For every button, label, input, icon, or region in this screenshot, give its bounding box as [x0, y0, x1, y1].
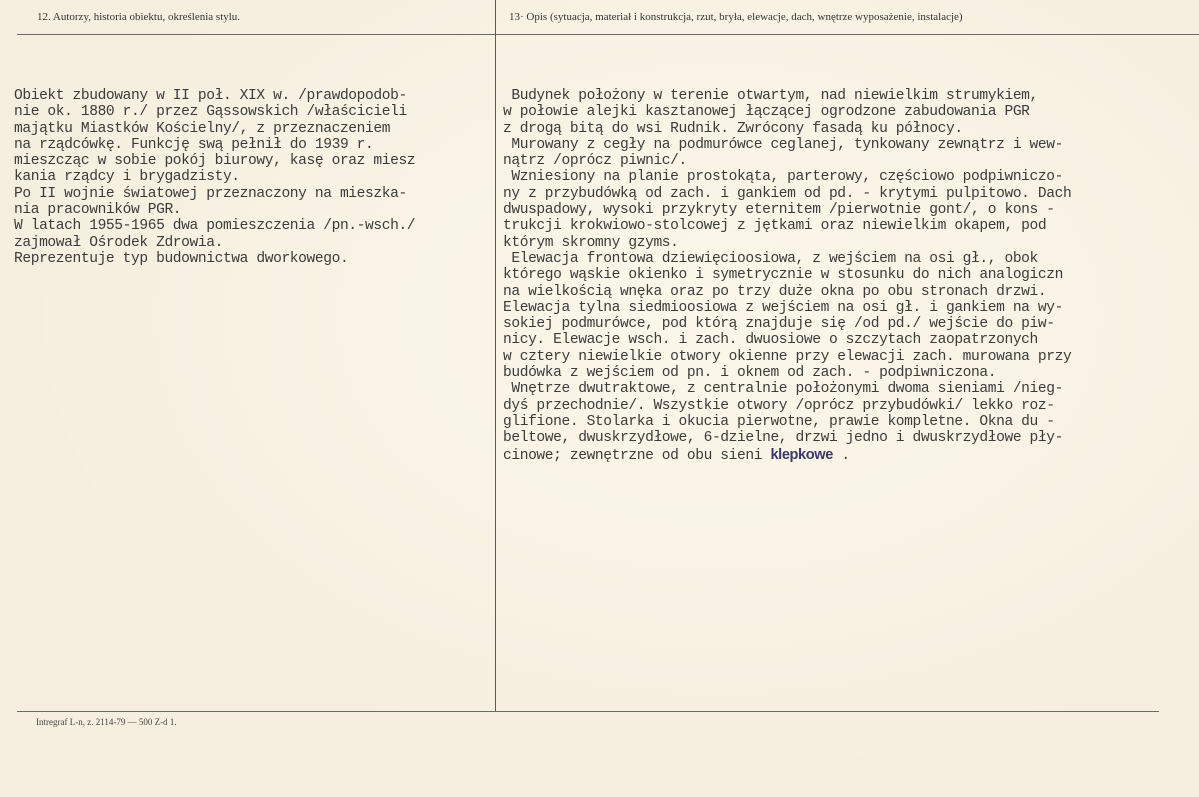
text-line: nie ok. 1880 r./ przez Gąssowskich /właścicieli: [14, 104, 407, 121]
text-line: Elewacja tylna siedmioosiowa z wejściem na osi gł. i gankiem na wy-: [503, 299, 1063, 316]
handwritten-word: klepkowe: [770, 446, 833, 463]
text-line: nątrz /oprócz piwnic/.: [503, 153, 687, 170]
text-line: nicy. Elewacje wsch. i zach. dwuosiowe o szczytach zaopatrzonych: [503, 332, 1038, 349]
text-line: Po II wojnie światowej przeznaczony na mieszka-: [14, 185, 407, 202]
header-divider: [17, 34, 1199, 35]
text-line: trukcji krokwiowo-stolcowej z jętkami oraz niewielkim okapem, pod: [503, 218, 1047, 235]
text-line: na rządcówkę. Funkcję swą pełnił do 1939 r.: [14, 136, 374, 153]
text-line: cinowe; zewnętrzne od obu sieni klepkowe .: [503, 446, 850, 464]
text-line: dwuspadowy, wysoki przykryty eternitem /pierwotnie gont/, o kons -: [503, 202, 1055, 219]
text-line: Murowany z cegły na podmurówce ceglanej, tynkowany zewnątrz i wew-: [503, 136, 1063, 153]
text-line: Obiekt zbudowany w II poł. XIX w. /prawdopodob-: [14, 88, 407, 104]
text-line: nia pracowników PGR.: [14, 202, 182, 219]
printer-imprint: Intregraf L-n, z. 2114-79 — 500 Z-d 1.: [36, 717, 177, 727]
text-line: dyś przechodnie/. Wszystkie otwory /oprócz przybudówki/ lekko roz-: [503, 397, 1055, 414]
text-line: Wnętrze dwutraktowe, z centralnie położonymi dwoma sieniami /nieg-: [503, 381, 1063, 398]
text-line: mieszcząc w sobie pokój biurowy, kasę oraz miesz: [14, 153, 416, 170]
text-line: sokiej podmurówce, pod którą znajduje się /od pd./ wejście do piw-: [503, 316, 1055, 333]
section-13-header: 13· Opis (sytuacja, materiał i konstrukcja, rzut, bryła, elewacje, dach, wnętrze wyposażenie, instalacje): [509, 11, 963, 23]
line-end: .: [832, 447, 850, 464]
text-line: Budynek położony w terenie otwartym, nad niewielkim strumykiem,: [503, 88, 1038, 104]
text-line: ny z przybudówką od zach. i gankiem od pd. - krytymi pulpitowo. Dach: [503, 185, 1072, 202]
text-line: glifione. Stolarka i okucia pierwotne, prawie kompletne. Okna du -: [503, 413, 1055, 430]
text-line: budówka z wejściem od pn. i oknem od zach. - podpiwniczona.: [503, 365, 997, 382]
section-12-header: 12. Autorzy, historia obiektu, określenia stylu.: [37, 11, 241, 23]
history-text: [14, 88, 415, 267]
text-line: Wzniesiony na planie prostokąta, parterowy, częściowo podpiwniczo-: [503, 169, 1063, 186]
text-line: kania rządcy i brygadzisty.: [14, 169, 240, 186]
text-line: w połowie alejki kasztanowej łączącej ogrodzone zabudowania PGR: [503, 104, 1030, 121]
text-line: z drogą bitą do wsi Rudnik. Zwrócony fasadą ku północy.: [503, 120, 963, 137]
text-line: którego wąskie okienko i symetrycznie w stosunku do nich analogiczn: [503, 267, 1063, 284]
text-line: Elewacja frontowa dziewięcioosiowa, z wejściem na osi gł., obok: [503, 250, 1038, 267]
description-text: [503, 88, 1071, 463]
footer-divider: [17, 711, 1159, 712]
text-line: w cztery niewielkie otwory okienne przy elewacji zach. murowana przy: [503, 348, 1072, 365]
text-line: majątku Miastków Kościelny/, z przeznaczeniem: [14, 120, 391, 137]
text-line: którym skromny gzyms.: [503, 234, 679, 251]
text-line: W latach 1955-1965 dwa pomieszczenia /pn.-wsch./: [14, 218, 416, 235]
text-line: Reprezentuje typ budownictwa dworkowego.: [14, 250, 349, 267]
text-line: beltowe, dwuskrzydłowe, 6-dzielne, drzwi jedno i dwuskrzydłowe pły-: [503, 430, 1063, 447]
column-divider: [495, 0, 496, 711]
text-line: na wielkością wnęka oraz po trzy duże okna po obu stronach drzwi.: [503, 283, 1047, 300]
text-line: zajmował Ośrodek Zdrowia.: [14, 234, 223, 251]
